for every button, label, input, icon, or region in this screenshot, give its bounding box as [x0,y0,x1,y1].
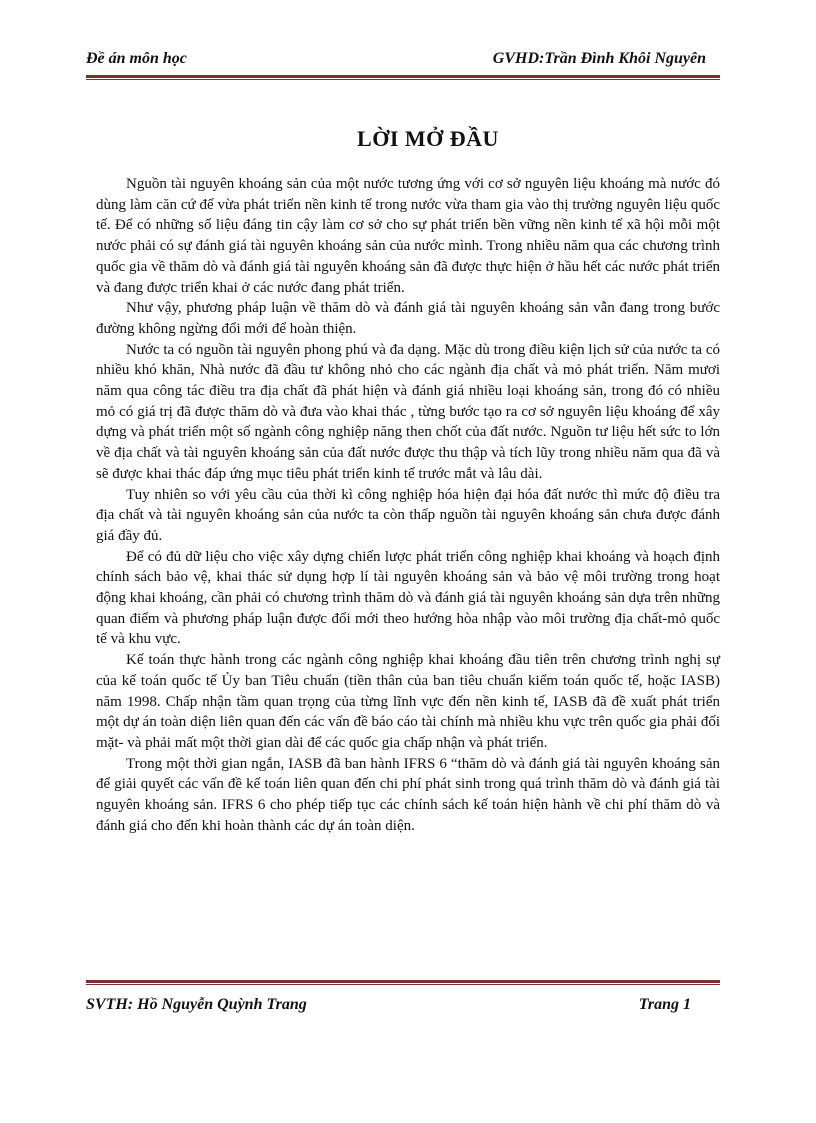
paragraph: Như vậy, phương pháp luận về thăm dò và đánh giá tài nguyên khoáng sản vẫn đang trong bước đường không ngừng đổi mới để hoàn thiện. [96,300,720,337]
header-divider-thick [86,75,720,78]
page-header [86,50,706,74]
paragraph: Kế toán thực hành trong các ngành công nghiệp khai khoáng đầu tiên trên chương trình nghị sự của kế toán quốc tế Ủy ban Tiêu chuẩn (tiền thân của ban tiêu chuẩn kiểm toán quốc tế, hoặc IASB) năm 1998. Chấp nhận tầm quan trọng của từng lĩnh vực đến nền kinh tế, IASB đã đề xuất phát triển một dự án toàn diện liên quan đến các vấn đề báo cáo tài chính mà nhiều khu vực trên quốc gia phải đối mặt- và phải mất một thời gian dài để các quốc gia chấp nhận và phát triển. [96,652,720,751]
paragraph: Để có đủ dữ liệu cho việc xây dựng chiến lược phát triển công nghiệp khai khoáng và hoạch định chính sách bảo vệ, khai thác sử dụng hợp lí tài nguyên khoáng sản và bảo vệ môi trường trong hoạt động khai khoáng, cần phải có chương trình thăm dò và đánh giá tài nguyên khoáng sản dựa trên những quan điểm và phương pháp luận được đổi mới theo hướng hòa nhập vào môi trường địa chất-mỏ quốc tế và khu vực. [96,548,720,648]
paragraph: Nguồn tài nguyên khoáng sản của một nước tương ứng với cơ sở nguyên liệu khoáng mà nước đó dùng làm căn cứ để vừa phát triển nền kinh tế trong nước vừa tham gia vào thị trường nguyên liệu quốc tế. Để có những số liệu đáng tin cậy làm cơ sở cho sự phát triển bền vững nền kinh tế xã hội mỗi một nước phải có sự đánh giá tài nguyên khoáng sản của nước mình. Trong nhiều năm qua các chương trình quốc gia về thăm dò và đánh giá tài nguyên khoáng sản đã được thực hiện ở hầu hết các nước phát triển và đang được triển khai ở các nước đang phát triển. [96,176,720,296]
header-supervisor-label: GVHD:Trần Đình Khôi Nguyên [492,50,706,67]
paragraph: Tuy nhiên so với yêu cầu của thời kì công nghiệp hóa hiện đại hóa đất nước thì mức độ điều tra địa chất và tài nguyên khoáng sản của nước ta còn thấp nguồn tài nguyên khoáng sản chưa được đánh giá đầy đủ. [96,486,720,544]
footer-divider-thick [86,980,720,983]
header-divider-thin [86,79,720,80]
body-text [96,174,720,837]
page-title: LỜI MỞ ĐẦU [357,126,499,151]
paragraph: Nước ta có nguồn tài nguyên phong phú và đa dạng. Mặc dù trong điều kiện lịch sử của nước ta có nhiều khó khăn, Nhà nước đã đầu tư không nhỏ cho các ngành địa chất và mỏ phát triển. Năm mươi năm qua công tác điều tra địa chất đã phát hiện và đánh giá nhiều loại khoáng sản, trong đó có nhiều mỏ có giá trị đã được thăm dò và đưa vào khai thác , từng bước tạo ra cơ sở nguyên liệu khoáng để xây dựng và phát triển một số ngành công nghiệp năng then chốt của đất nước. Nguồn tư liệu hết sức to lớn về địa chất và tài nguyên khoáng sản của đất nước được thu thập và tích lũy trong nhiều năm qua đã và sẽ được khai thác đáp ứng mục tiêu phát triển kinh tế trước mắt và lâu dài. [96,341,720,482]
paragraph: Trong một thời gian ngắn, IASB đã ban hành IFRS 6 “thăm dò và đánh giá tài nguyên khoáng sản để giải quyết các vấn đề kế toán liên quan đến chi phí phát sinh trong quá trình thăm dò và đánh giá tài nguyên khoáng sản. IFRS 6 cho phép tiếp tục các chính sách kế toán hiện hành về chi phí thăm dò và đánh giá cho đến khi hoàn thành các dự án toàn diện. [96,755,720,834]
footer-student-label: SVTH: Hồ Nguyễn Quỳnh Trang [86,996,307,1013]
footer-divider [86,980,720,986]
header-divider [86,75,720,81]
footer-divider-thin [86,984,720,985]
header-course-label: Đề án môn học [86,50,187,67]
page-number: Trang 1 [638,996,691,1013]
page-footer [86,996,691,1020]
